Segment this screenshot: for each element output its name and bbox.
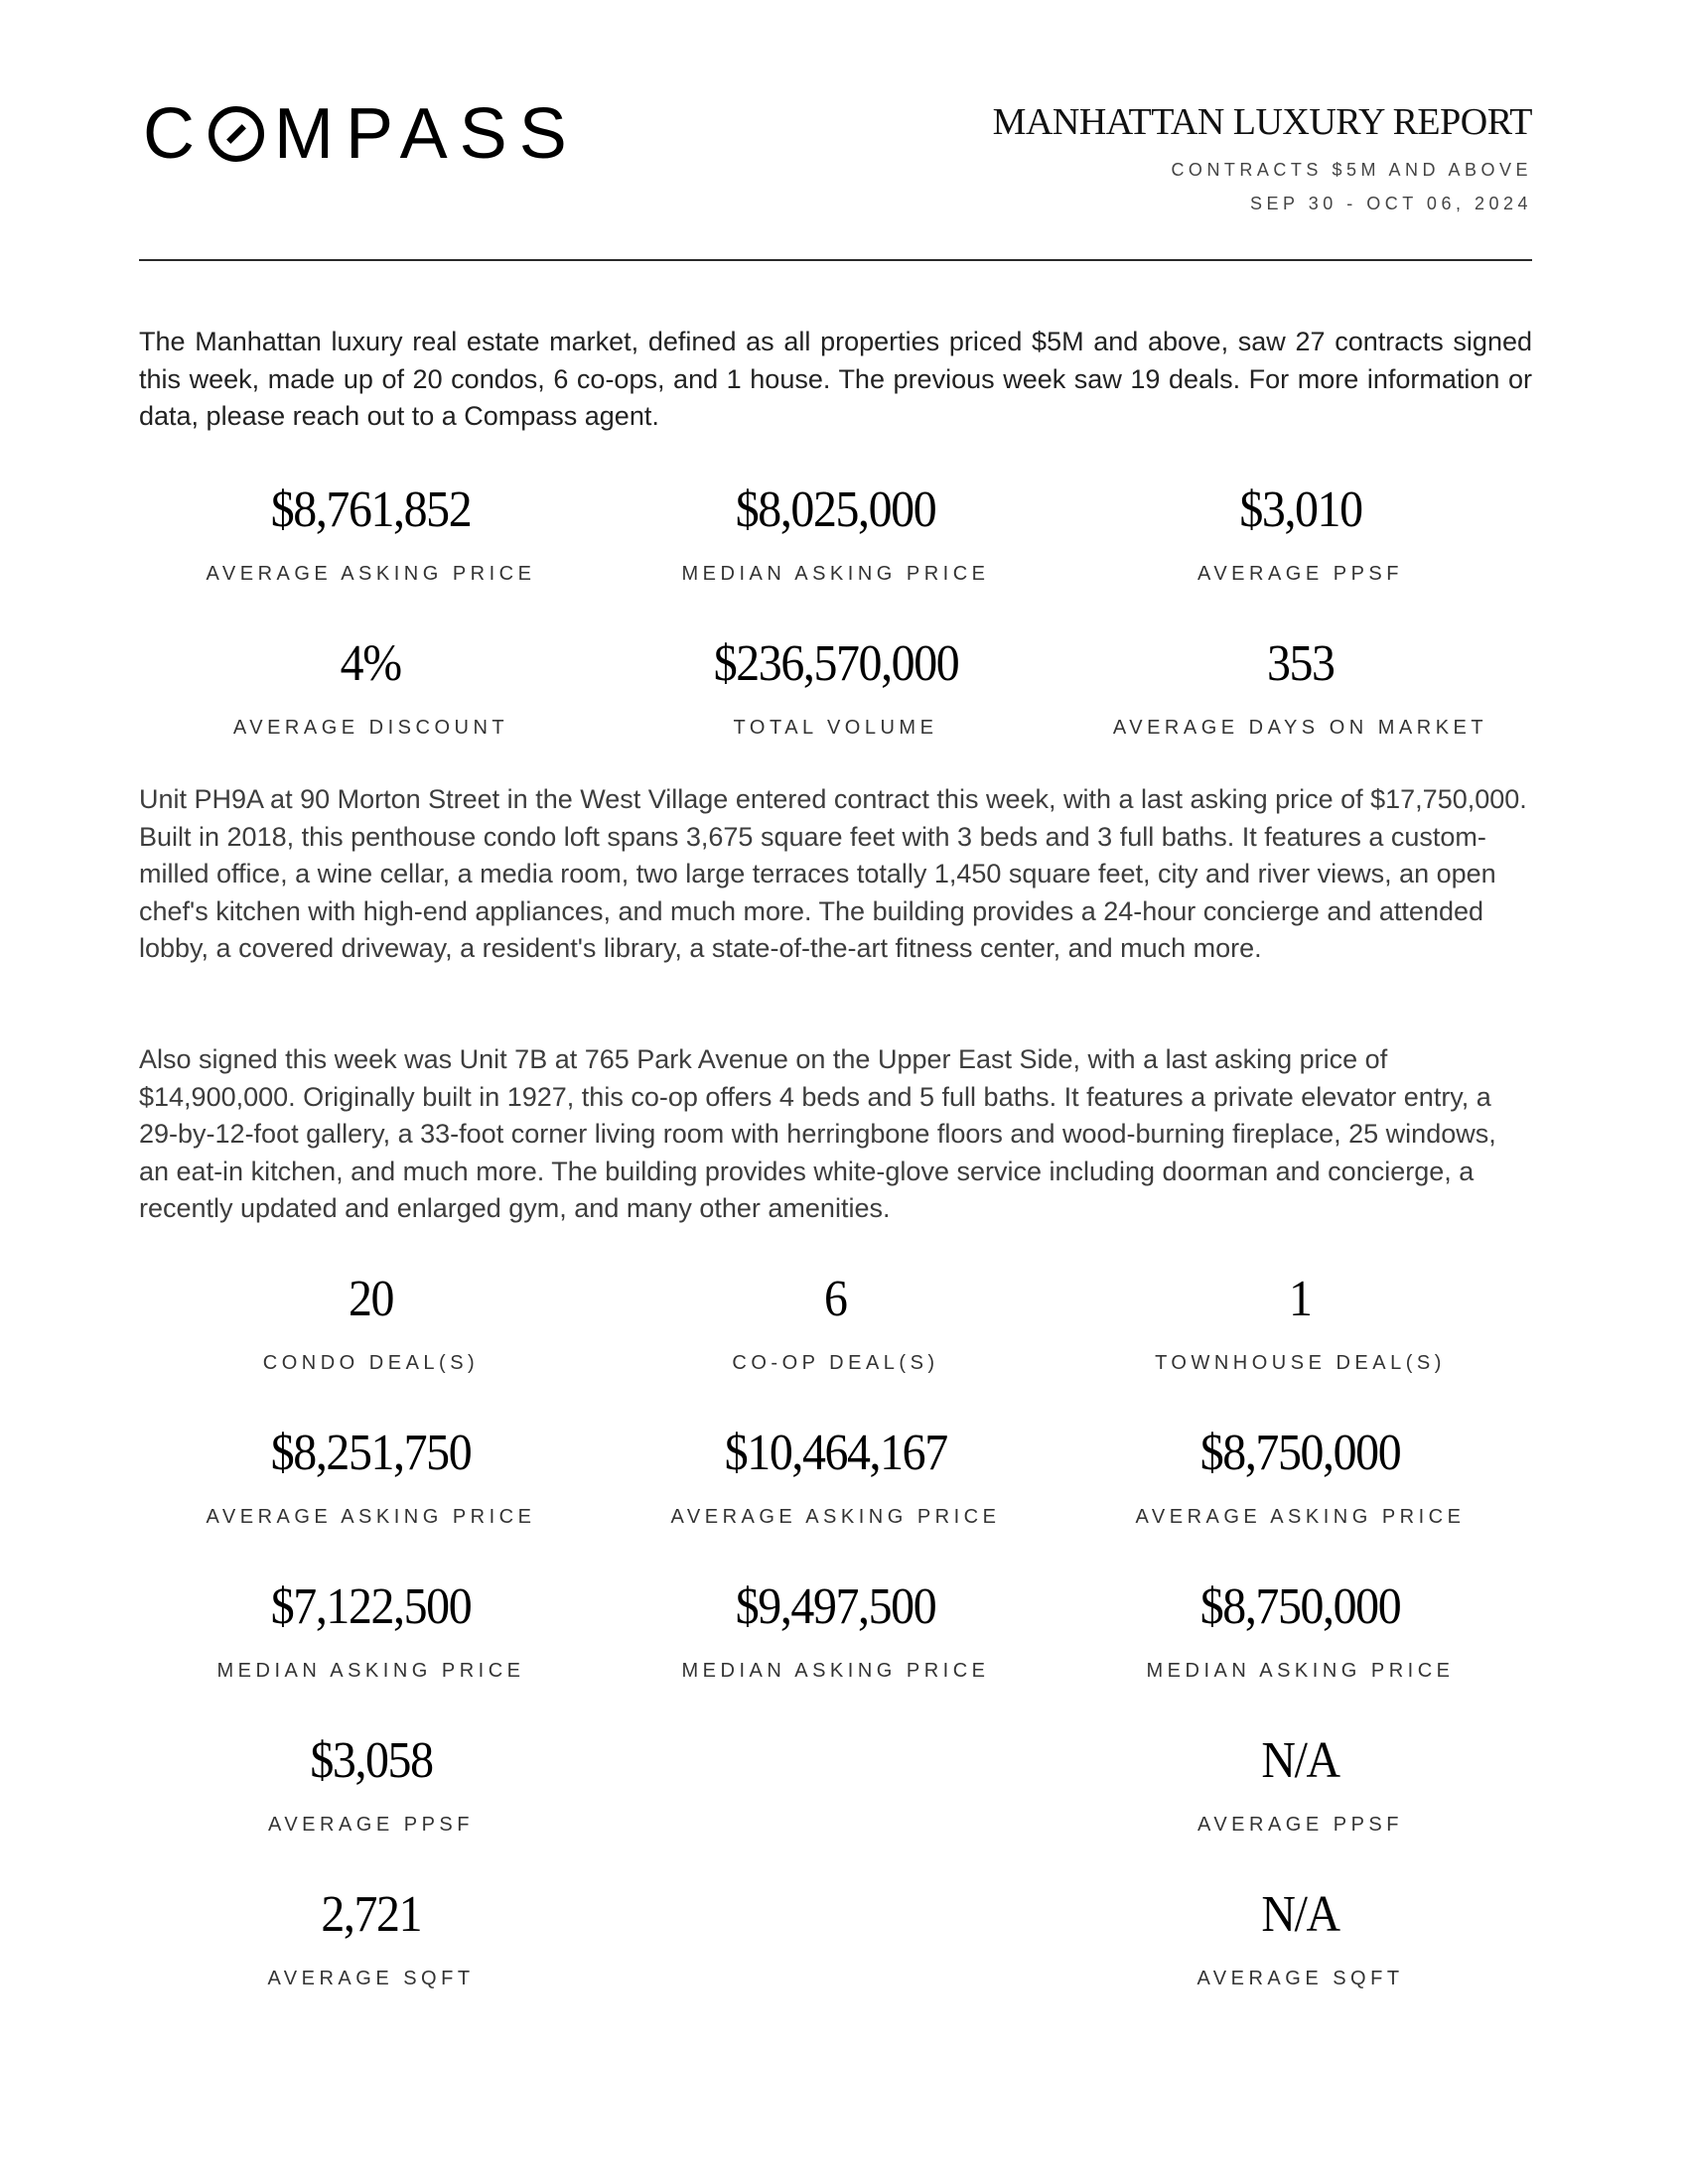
condo-average-sqft [139, 1885, 603, 1990]
stat-label: AVERAGE DAYS ON MARKET [1112, 717, 1488, 739]
report-title: MANHATTAN LUXURY REPORT [992, 101, 1532, 143]
stat-label: AVERAGE PPSF [267, 1814, 474, 1836]
condo-average-ppsf [139, 1731, 603, 1837]
stat-label: AVERAGE SQFT [1196, 1968, 1404, 1989]
stat-value: $10,464,167 [724, 1425, 947, 1481]
stat-average-asking-price [139, 480, 603, 586]
stat-label: AVERAGE ASKING PRICE [206, 563, 536, 585]
stat-label: TOTAL VOLUME [733, 717, 938, 739]
stat-value: 6 [824, 1271, 847, 1327]
stat-label: MEDIAN ASKING PRICE [681, 563, 990, 585]
stat-value: $8,251,750 [270, 1425, 472, 1481]
report-subtitle: CONTRACTS $5M AND ABOVE [1171, 160, 1532, 180]
report-header [993, 99, 1532, 214]
townhouse-median-asking-price [1068, 1577, 1532, 1683]
stat-value: $9,497,500 [735, 1578, 936, 1635]
stat-label: MEDIAN ASKING PRICE [216, 1660, 525, 1682]
report-date-range: SEP 30 - OCT 06, 2024 [1250, 194, 1532, 213]
compass-o-icon [209, 106, 264, 162]
stat-label: AVERAGE ASKING PRICE [670, 1506, 1001, 1528]
intro-paragraph: The Manhattan luxury real estate market, defined as all properties priced $5M and above, saw 27 contracts signed this week, made up of 20 condos, 6 co-ops, and 1 house. The previous week saw 19 deals. For more information or data, please reach out to a Compass agent. [139, 327, 1532, 431]
stat-label: AVERAGE DISCOUNT [232, 717, 509, 739]
townhouse-average-sqft [1068, 1885, 1532, 1990]
stat-label: CONDO DEAL(S) [262, 1352, 480, 1374]
logo-text-pre: C [143, 94, 207, 174]
highlight-paragraph-2: Also signed this week was Unit 7B at 765 Park Avenue on the Upper East Side, with a last asking price of $14,900,000. Originally built in 1927, this co-op offers 4 beds and 5 full baths. It features a private elevator entry, a 29-by-12-foot gallery, a 33-foot corner living room with herringbone floors and wood-burning fireplace, 25 windows, an eat-in kitchen, and much more. The building provides white-glove service including doorman and concierge, a recently updated and enlarged gym, and many other amenities. [139, 1044, 1496, 1223]
stat-value: $236,570,000 [713, 635, 958, 692]
compass-logo [143, 94, 579, 174]
stat-value: $7,122,500 [270, 1578, 472, 1635]
stat-value: $8,750,000 [1199, 1425, 1401, 1481]
stat-label: TOWNHOUSE DEAL(S) [1155, 1352, 1446, 1374]
stat-value: $8,750,000 [1199, 1578, 1401, 1635]
condo-median-asking-price [139, 1577, 603, 1683]
stat-median-asking-price [604, 480, 1067, 586]
stat-label: MEDIAN ASKING PRICE [1146, 1660, 1455, 1682]
stat-label: AVERAGE SQFT [267, 1968, 475, 1989]
townhouse-deals [1068, 1270, 1532, 1375]
header-divider [139, 259, 1532, 261]
townhouse-average-ppsf [1068, 1731, 1532, 1837]
stat-total-volume [604, 634, 1067, 740]
stat-label: AVERAGE PPSF [1196, 1814, 1403, 1836]
stat-value: 2,721 [321, 1886, 421, 1943]
stat-value: 20 [348, 1271, 394, 1327]
highlight-paragraph-1: Unit PH9A at 90 Morton Street in the West Village entered contract this week, with a last asking price of $17,750,000. Built in 2018, this penthouse condo loft spans 3,675 square feet with 3 beds and 3 full baths. It features a custom-milled office, a wine cellar, a media room, two large terraces totally 1,450 square feet, city and river views, an open chef's kitchen with high-end appliances, and much more. The building provides a 24-hour concierge and attended lobby, a covered driveway, a resident's library, a state-of-the-art fitness center, and much more. [139, 784, 1527, 963]
stat-value: $3,010 [1238, 481, 1362, 538]
stat-label: AVERAGE ASKING PRICE [1135, 1506, 1466, 1528]
condo-deals [139, 1270, 603, 1375]
stat-value: $3,058 [309, 1732, 433, 1789]
stat-average-discount [139, 634, 603, 740]
stat-value: 353 [1266, 635, 1335, 692]
stat-value: N/A [1261, 1886, 1339, 1943]
stat-value: $8,025,000 [735, 481, 936, 538]
stat-label: MEDIAN ASKING PRICE [681, 1660, 990, 1682]
coop-average-asking-price [604, 1424, 1067, 1529]
logo-text-post: MPASS [274, 94, 579, 174]
stat-value: N/A [1261, 1732, 1339, 1789]
stat-label: AVERAGE PPSF [1196, 563, 1403, 585]
stat-average-ppsf [1068, 480, 1532, 586]
report-page [139, 0, 1532, 2184]
stat-label: AVERAGE ASKING PRICE [206, 1506, 536, 1528]
condo-average-asking-price [139, 1424, 603, 1529]
stat-label: CO-OP DEAL(S) [732, 1352, 939, 1374]
coop-median-asking-price [604, 1577, 1067, 1683]
townhouse-average-asking-price [1068, 1424, 1532, 1529]
stat-value: 4% [340, 635, 402, 692]
stat-value: 1 [1289, 1271, 1312, 1327]
stat-value: $8,761,852 [270, 481, 472, 538]
stat-average-days-on-market [1068, 634, 1532, 740]
coop-deals [604, 1270, 1067, 1375]
